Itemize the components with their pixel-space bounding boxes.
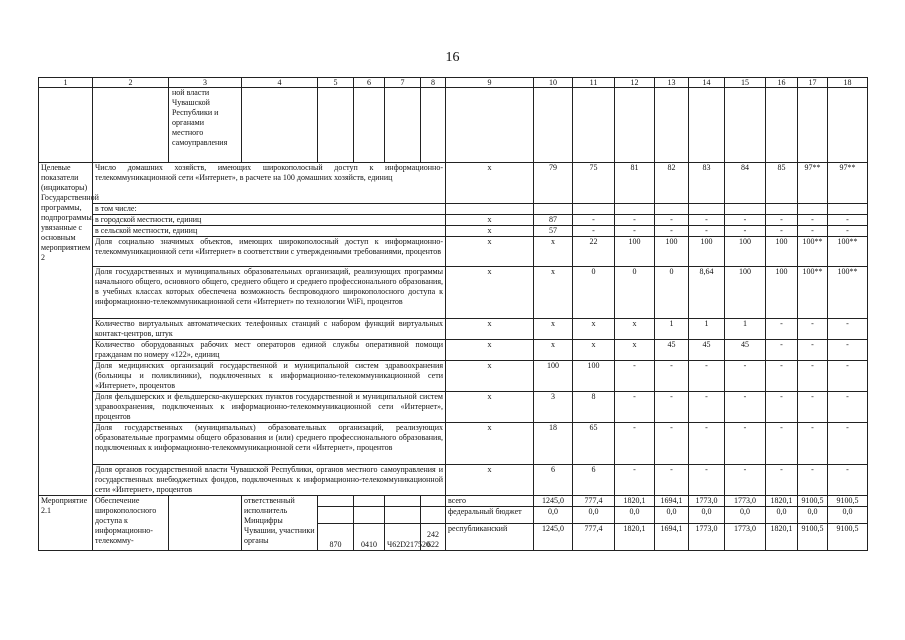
indicator-value: - [725, 226, 766, 237]
header-cell-8: 8 [421, 78, 446, 88]
indicator-row [39, 423, 868, 465]
indicator-value: 8 [573, 392, 615, 423]
continuation-row [39, 88, 868, 163]
indicator-value: 100 [615, 237, 655, 267]
funding-value: 777,4 [573, 496, 615, 507]
indicator-value: 1 [689, 319, 725, 340]
indicator-value: 79 [534, 163, 573, 204]
indicator-value: 6 [534, 465, 573, 496]
indicator-value: - [725, 361, 766, 392]
indicator-row [39, 215, 868, 226]
indicator-value: - [573, 226, 615, 237]
funding-value: 0,0 [766, 507, 798, 524]
indicator-value: х [573, 340, 615, 361]
funding-source: всего [446, 496, 534, 507]
indicator-value: - [615, 423, 655, 465]
header-cell-11: 11 [573, 78, 615, 88]
header-cell-2: 2 [93, 78, 169, 88]
header-cell-17: 17 [798, 78, 828, 88]
indicator-col9: х [446, 319, 534, 340]
indicator-value: 45 [725, 340, 766, 361]
indicator-value: 85 [766, 163, 798, 204]
indicator-value: 100 [725, 267, 766, 319]
funding-value: 0,0 [798, 507, 828, 524]
indicator-value: - [828, 340, 868, 361]
indicator-row [39, 340, 868, 361]
indicator-value: - [725, 215, 766, 226]
indicator-value: 1 [655, 319, 689, 340]
funding-value: 1773,0 [689, 524, 725, 551]
indicator-value: - [615, 465, 655, 496]
indicator-value: - [615, 361, 655, 392]
indicator-value: - [766, 226, 798, 237]
indicator-value: - [725, 392, 766, 423]
indicator-text: Количество виртуальных автоматических телефонных станций с набором функций виртуальных контакт-центров, штук [93, 319, 446, 340]
funding-value: 1773,0 [725, 524, 766, 551]
indicator-text: в том числе: [93, 204, 446, 215]
indicator-value: 84 [725, 163, 766, 204]
indicator-value: - [798, 215, 828, 226]
funding-value: 9100,5 [798, 496, 828, 507]
indicator-value: х [534, 340, 573, 361]
indicator-value: - [828, 226, 868, 237]
indicator-value: - [828, 361, 868, 392]
indicator-value: - [689, 392, 725, 423]
indicator-row [39, 237, 868, 267]
indicator-value: - [766, 361, 798, 392]
header-cell-18: 18 [828, 78, 868, 88]
indicator-col9 [446, 204, 534, 215]
funding-value: 0,0 [534, 507, 573, 524]
measure-name: Обеспечение широкополосного доступа к информационно-телекомму- [93, 496, 169, 551]
indicator-col9: х [446, 340, 534, 361]
indicator-value: - [655, 392, 689, 423]
indicator-value: - [573, 215, 615, 226]
indicator-value: 8,64 [689, 267, 725, 319]
indicator-value: 18 [534, 423, 573, 465]
funding-value: 9100,5 [828, 524, 868, 551]
header-cell-15: 15 [725, 78, 766, 88]
indicator-value: 83 [689, 163, 725, 204]
funding-value: 9100,5 [828, 496, 868, 507]
indicator-value [689, 204, 725, 215]
indicator-value: - [828, 392, 868, 423]
indicator-value [828, 204, 868, 215]
indicator-value: 75 [573, 163, 615, 204]
indicator-value: 65 [573, 423, 615, 465]
indicator-value: х [534, 319, 573, 340]
indicator-row [39, 204, 868, 215]
indicator-value: - [798, 319, 828, 340]
indicator-value: 100 [766, 267, 798, 319]
indicator-value: - [828, 423, 868, 465]
indicator-value: 100** [828, 237, 868, 267]
indicator-value [615, 204, 655, 215]
indicator-value: - [655, 465, 689, 496]
indicator-value: 3 [534, 392, 573, 423]
budget-code-expense: 242 622 [421, 524, 446, 551]
indicator-value: 45 [689, 340, 725, 361]
indicator-value: х [615, 319, 655, 340]
indicator-value: 6 [573, 465, 615, 496]
indicator-value: х [534, 267, 573, 319]
indicator-value: 45 [655, 340, 689, 361]
header-cell-12: 12 [615, 78, 655, 88]
indicator-value: 97** [828, 163, 868, 204]
indicator-text: Доля государственных (муниципальных) образовательных организаций, реализующих образовательные программы общего образования и (или) среднего профессионального образования, подключенных к информационно-телекоммуникационной сети «Интернет», процентов [93, 423, 446, 465]
header-cell-16: 16 [766, 78, 798, 88]
header-cell-3: 3 [169, 78, 242, 88]
indicator-value: - [655, 423, 689, 465]
funding-value: 0,0 [573, 507, 615, 524]
indicator-value: 100** [798, 267, 828, 319]
indicator-value: 97** [798, 163, 828, 204]
indicator-value: - [766, 319, 798, 340]
page-number: 16 [445, 50, 460, 65]
header-cell-4: 4 [242, 78, 318, 88]
indicator-value [573, 204, 615, 215]
indicator-value: 100 [766, 237, 798, 267]
indicator-col9: х [446, 226, 534, 237]
funding-value: 0,0 [655, 507, 689, 524]
funding-source: республиканский [446, 524, 534, 551]
indicator-value: 0 [615, 267, 655, 319]
indicator-text: Доля государственных и муниципальных образовательных организаций, реализующих программы начального общего, основного общего, среднего общего и среднего профессионального образования, в учебных классах которых обеспечена возможность беспроводного широкополосного доступа к информационно-телекоммуникационной сети «Интернет» по технологии WiFi, процентов [93, 267, 446, 319]
indicator-text: в городской местности, единиц [93, 215, 446, 226]
indicator-value: - [828, 319, 868, 340]
funding-value: 1820,1 [615, 524, 655, 551]
indicator-col9: х [446, 392, 534, 423]
indicator-value: - [766, 340, 798, 361]
indicator-value [798, 204, 828, 215]
indicator-row [39, 465, 868, 496]
indicator-value: 100 [725, 237, 766, 267]
indicator-value: - [655, 226, 689, 237]
indicator-value: 100 [573, 361, 615, 392]
budget-code-section: 0410 [354, 524, 385, 551]
program-table [38, 77, 868, 551]
indicator-value: - [828, 215, 868, 226]
indicator-value: 100 [689, 237, 725, 267]
indicator-value: 1 [725, 319, 766, 340]
indicator-value: 100 [655, 237, 689, 267]
goal-indicators-label: Целевые показатели (индикаторы) Государственной программы, подпрограммы, увязанные с основным мероприятием 2 [39, 163, 93, 496]
funding-value: 1694,1 [655, 496, 689, 507]
funding-value: 9100,5 [798, 524, 828, 551]
indicator-value [766, 204, 798, 215]
indicator-value: - [615, 226, 655, 237]
indicator-col9: х [446, 423, 534, 465]
indicator-row [39, 392, 868, 423]
indicator-value [655, 204, 689, 215]
measure-row [39, 496, 868, 507]
indicator-row [39, 163, 868, 204]
indicator-value: 22 [573, 237, 615, 267]
indicator-value: - [655, 361, 689, 392]
measure-label: Мероприятие 2.1 [39, 496, 93, 551]
indicator-value: - [798, 226, 828, 237]
indicator-value: - [689, 423, 725, 465]
indicator-row [39, 226, 868, 237]
indicator-value: - [655, 215, 689, 226]
indicator-text: Доля органов государственной власти Чувашской Республики, органов местного самоуправления и государственных внебюджетных фондов, подключенных к информационно-телекоммуникационной сети «Интернет», процентов [93, 465, 446, 496]
indicator-value [725, 204, 766, 215]
indicator-value: - [689, 226, 725, 237]
indicator-text: Доля социально значимых объектов, имеющих широкополосный доступ к информационно-телекоммуникационной сети «Интернет» в соответствии с утвержденными требованиями, процентов [93, 237, 446, 267]
indicator-value: - [615, 215, 655, 226]
header-cell-13: 13 [655, 78, 689, 88]
indicator-value [534, 204, 573, 215]
indicator-value: - [798, 423, 828, 465]
indicator-value: - [798, 340, 828, 361]
funding-value: 1245,0 [534, 496, 573, 507]
indicator-col9: х [446, 237, 534, 267]
indicator-row [39, 319, 868, 340]
funding-value: 1245,0 [534, 524, 573, 551]
indicator-value: 0 [573, 267, 615, 319]
indicator-value: - [766, 423, 798, 465]
funding-value: 1773,0 [689, 496, 725, 507]
indicator-col9: х [446, 163, 534, 204]
indicator-value: 82 [655, 163, 689, 204]
indicator-text: Число домашних хозяйств, имеющих широкополосный доступ к информационно-телекоммуникационной сети «Интернет», в расчете на 100 домашних хозяйств, единиц [93, 163, 446, 204]
indicator-value: - [689, 465, 725, 496]
indicator-value: - [798, 392, 828, 423]
funding-value: 1820,1 [766, 496, 798, 507]
measure-executor: ответственный исполнитель Минцифры Чувашии, участники органы [242, 496, 318, 551]
indicator-value: - [615, 392, 655, 423]
indicator-value: - [689, 361, 725, 392]
budget-code-grbs: 870 [318, 524, 354, 551]
indicator-text: Доля медицинских организаций государственной и муниципальной систем здравоохранения (больницы и поликлиники), подключенных к информационно-телекоммуникационной сети «Интернет», процентов [93, 361, 446, 392]
indicator-value: - [766, 215, 798, 226]
indicator-value: - [689, 215, 725, 226]
indicator-value: х [615, 340, 655, 361]
indicator-value: - [798, 465, 828, 496]
funding-value: 1820,1 [766, 524, 798, 551]
indicator-value: 57 [534, 226, 573, 237]
header-cell-7: 7 [385, 78, 421, 88]
header-row [39, 78, 868, 88]
indicator-col9: х [446, 361, 534, 392]
header-cell-1: 1 [39, 78, 93, 88]
header-cell-5: 5 [318, 78, 354, 88]
funding-value: 1820,1 [615, 496, 655, 507]
indicator-value: - [798, 361, 828, 392]
indicator-value: - [766, 392, 798, 423]
indicator-value: 100 [534, 361, 573, 392]
funding-value: 0,0 [828, 507, 868, 524]
indicator-col9: х [446, 215, 534, 226]
funding-value: 0,0 [689, 507, 725, 524]
indicator-value: 0 [655, 267, 689, 319]
header-cell-6: 6 [354, 78, 385, 88]
indicator-value: - [725, 465, 766, 496]
indicator-col9: х [446, 267, 534, 319]
indicator-value: 100** [828, 267, 868, 319]
indicator-value: 81 [615, 163, 655, 204]
budget-code-target: Ч62D217520 [385, 524, 421, 551]
funding-value: 1694,1 [655, 524, 689, 551]
header-cell-14: 14 [689, 78, 725, 88]
indicator-row [39, 267, 868, 319]
responsible-body-text: ной власти Чувашской Республики и органами местного самоуправления [169, 88, 242, 163]
indicator-col9: х [446, 465, 534, 496]
indicator-value: - [828, 465, 868, 496]
indicator-row [39, 361, 868, 392]
funding-source: федеральный бюджет [446, 507, 534, 524]
indicator-value: - [725, 423, 766, 465]
funding-value: 0,0 [725, 507, 766, 524]
indicator-value: 87 [534, 215, 573, 226]
header-cell-9: 9 [446, 78, 534, 88]
indicator-value: 100** [798, 237, 828, 267]
funding-value: 1773,0 [725, 496, 766, 507]
indicator-text: Доля фельдшерских и фельдшерско-акушерских пунктов государственной и муниципальной систем здравоохранения, подключенных к информационно-телекоммуникационной сети «Интернет», процентов [93, 392, 446, 423]
indicator-value: х [534, 237, 573, 267]
funding-value: 777,4 [573, 524, 615, 551]
funding-value: 0,0 [615, 507, 655, 524]
indicator-text: в сельской местности, единиц [93, 226, 446, 237]
indicator-value: - [766, 465, 798, 496]
indicator-value: х [573, 319, 615, 340]
header-cell-10: 10 [534, 78, 573, 88]
indicator-text: Количество оборудованных рабочих мест операторов единой службы оперативной помощи гражданам по номеру «122», единиц [93, 340, 446, 361]
